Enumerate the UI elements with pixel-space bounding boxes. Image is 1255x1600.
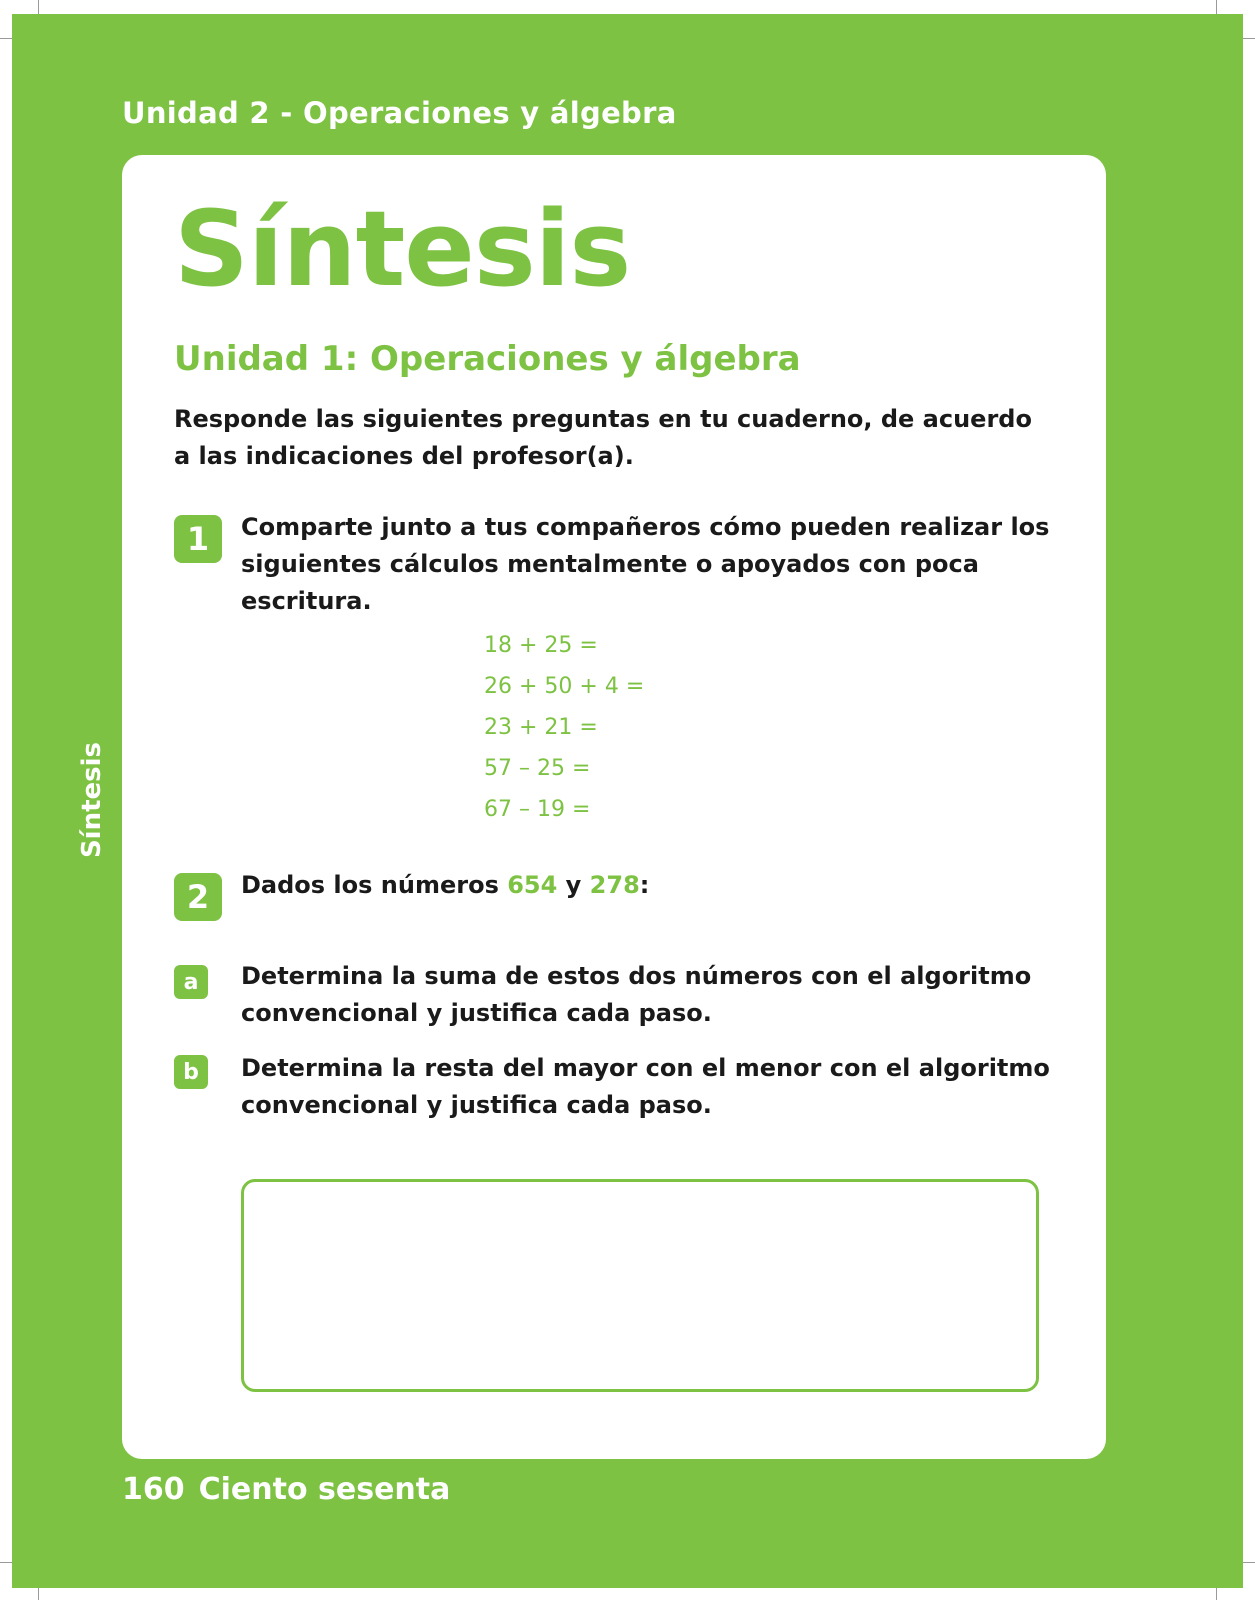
question-2-text-before: Dados los números bbox=[241, 871, 508, 899]
question-1-text: Comparte junto a tus compañeros cómo pueden realizar los siguientes cálculos mentalmente o apoyados con poca escritura. bbox=[241, 513, 1050, 615]
calculation-item: 57 – 25 = bbox=[484, 756, 591, 781]
side-section-label: Síntesis bbox=[77, 741, 107, 859]
question-1-badge: 1 bbox=[174, 515, 222, 563]
question-2-text-middle: y bbox=[557, 871, 590, 899]
question-2-text-after: : bbox=[639, 871, 650, 899]
calculation-item: 67 – 19 = bbox=[484, 797, 591, 822]
answer-box[interactable] bbox=[241, 1179, 1039, 1392]
page-number-words: Ciento sesenta bbox=[198, 1472, 451, 1507]
question-2-text bbox=[241, 867, 1061, 904]
page-number: 160 bbox=[122, 1472, 185, 1507]
page-subtitle: Unidad 1: Operaciones y álgebra bbox=[174, 339, 801, 379]
page-title: Síntesis bbox=[174, 188, 631, 310]
question-2-badge: 2 bbox=[174, 873, 222, 921]
item-a-text: Determina la suma de estos dos números con el algoritmo convencional y justifica cada paso. bbox=[241, 962, 1032, 1027]
item-b-badge: b bbox=[174, 1055, 208, 1089]
number-b: 278 bbox=[589, 871, 640, 899]
calculation-item: 23 + 21 = bbox=[484, 715, 598, 740]
content-card bbox=[122, 155, 1106, 1459]
calculation-item: 26 + 50 + 4 = bbox=[484, 674, 645, 699]
item-a-badge: a bbox=[174, 965, 208, 999]
calculation-list bbox=[484, 625, 644, 830]
page-footer bbox=[122, 1472, 464, 1507]
instructions-text: Responde las siguientes preguntas en tu cuaderno, de acuerdo a las indicaciones del profesor(a). bbox=[174, 405, 1032, 470]
calculation-item: 18 + 25 = bbox=[484, 633, 598, 658]
item-b-text: Determina la resta del mayor con el menor con el algoritmo convencional y justifica cada paso. bbox=[241, 1054, 1050, 1119]
unit-header: Unidad 2 - Operaciones y álgebra bbox=[122, 96, 677, 130]
number-a: 654 bbox=[507, 871, 558, 899]
